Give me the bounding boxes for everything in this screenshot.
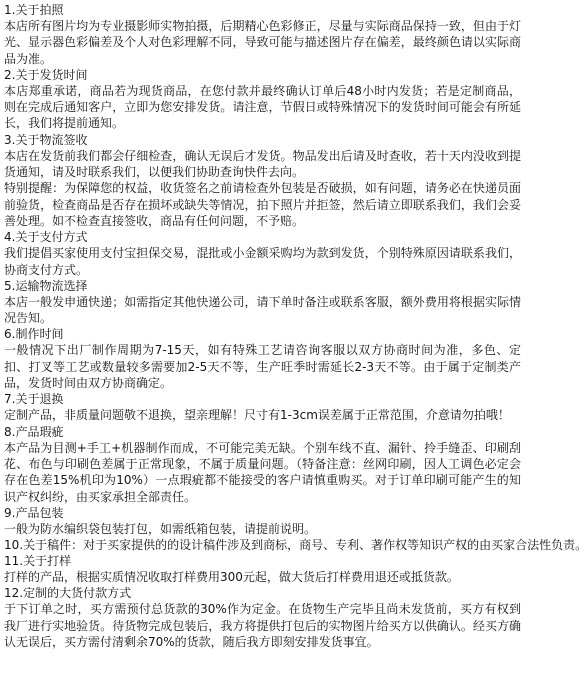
section-heading: 1.关于拍照 <box>4 3 64 17</box>
section-paragraph: 我们提倡买家使用支付宝担保交易，混批或小金额采购均为款到发货，个别特殊原因请联系我们，协商支付方式。 <box>4 246 521 277</box>
section-heading: 11.关于打样 <box>4 554 72 569</box>
section-paragraph: 定制产品，非质量问题敬不退换，望亲理解！尺寸有1-3cm误差属于正常范围，介意请勿拍哦！ <box>4 408 510 423</box>
section-heading: 4.关于支付方式 <box>4 230 88 245</box>
section-paragraph: 本店在发货前我们都会仔细检查，确认无误后才发货。物品发出后请及时查收，若十天内没收到提货通知，请及时联系我们，以便我们协助查询快件去向。 <box>4 148 521 180</box>
section-heading: 10.关于稿件：对于买家提供的的设计稿件涉及到商标，商号、专利、著作权等知识产权的由买家合法性负责。 <box>4 538 587 553</box>
section-heading: 6.制作时间 <box>4 327 64 342</box>
policy-section-7 <box>4 391 521 423</box>
policy-sections <box>4 2 587 650</box>
section-paragraph: 特别提醒：为保障您的权益，收货签名之前请检查外包装是否破损，如有问题，请务必在快递员面前验货，检查商品是否存在损坏或缺失等情况，拍下照片并拒签，然后请立即联系我们，我们会妥善处理。如不检查直接签收，商品有任何问题，不予赔。 <box>4 181 521 228</box>
section-paragraph: 本产品为目测+手工+机器制作而成，不可能完美无缺。个别车线不直、漏针、拎手缝歪、印刷刮花、布色与印刷色差属于正常现象，不属于质量问题。（特备注意：丝网印刷，因人工调色必定会存在色差15%机印为10%）一点瑕疵都不能接受的客户请慎重购买。对于订单印刷可能产生的知识产权纠纷，由买家承担全部责任。 <box>4 440 521 504</box>
section-paragraph: 打样的产品，根据实质情况收取打样费用300元起，做大货后打样费用退还或抵货款。 <box>4 570 459 585</box>
policy-section-12 <box>4 585 521 650</box>
policy-section-8 <box>4 424 521 505</box>
section-paragraph: 本店所有图片均为专业摄影师实物拍摄，后期精心色彩修正，尽量与实际商品保持一致，但由于灯光、显示器色彩偏差及个人对色彩理解不同，导致可能与描述图片存在偏差，最终颜色请以实际商品为准。 <box>4 19 521 66</box>
section-paragraph: 一般情况下出厂制作周期为7-15天，如有特殊工艺请咨询客服以双方协商时间为准，多色、定扣、打叉等工艺或数量较多需要加2-5天不等，生产旺季时需延长2-3天不等。由于属于定制类产品，发货时间由双方协商确定。 <box>4 343 521 391</box>
policy-section-3 <box>4 132 521 229</box>
section-heading: 12.定制的大货付款方式 <box>4 586 132 601</box>
section-heading: 8.产品瑕疵 <box>4 424 64 439</box>
section-paragraph: 于下订单之时，买方需预付总货款的30%作为定金。在货物生产完毕且尚未发货前，买方有权到我厂进行实地验货。待货物完成包装后，我方将提供打包后的实物图片给买方以供确认。经买方确认无误后，买方需付清剩余70%的货款，随后我方即刻安排发货事宜。 <box>4 602 521 650</box>
policy-section-6 <box>4 326 521 391</box>
policy-section-2 <box>4 67 521 132</box>
section-heading: 3.关于物流签收 <box>4 132 88 147</box>
policy-section-11 <box>4 553 521 585</box>
section-paragraph: 本店一般发申通快递；如需指定其他快递公司，请下单时备注或联系客服，额外费用将根据实际情况告知。 <box>4 294 521 326</box>
policy-section-10 <box>4 537 587 553</box>
section-heading: 7.关于退换 <box>4 392 64 407</box>
section-paragraph: 一般为防水编织袋包装打包，如需纸箱包装，请提前说明。 <box>4 521 317 536</box>
policy-section-5 <box>4 278 521 327</box>
section-heading: 2.关于发货时间 <box>4 67 88 82</box>
policy-section-4 <box>4 229 521 278</box>
policy-section-1 <box>4 2 521 67</box>
section-paragraph: 本店郑重承诺，商品若为现货商品，在您付款并最终确认订单后48小时内发货；若是定制商品，则在完成后通知客户，立即为您安排发货。请注意，节假日或特殊情况下的发货时间可能会有所延长，我们将提前通知。 <box>4 83 521 131</box>
policy-section-9 <box>4 505 521 537</box>
section-heading: 5.运输物流选择 <box>4 278 88 293</box>
section-heading: 9.产品包装 <box>4 505 64 520</box>
